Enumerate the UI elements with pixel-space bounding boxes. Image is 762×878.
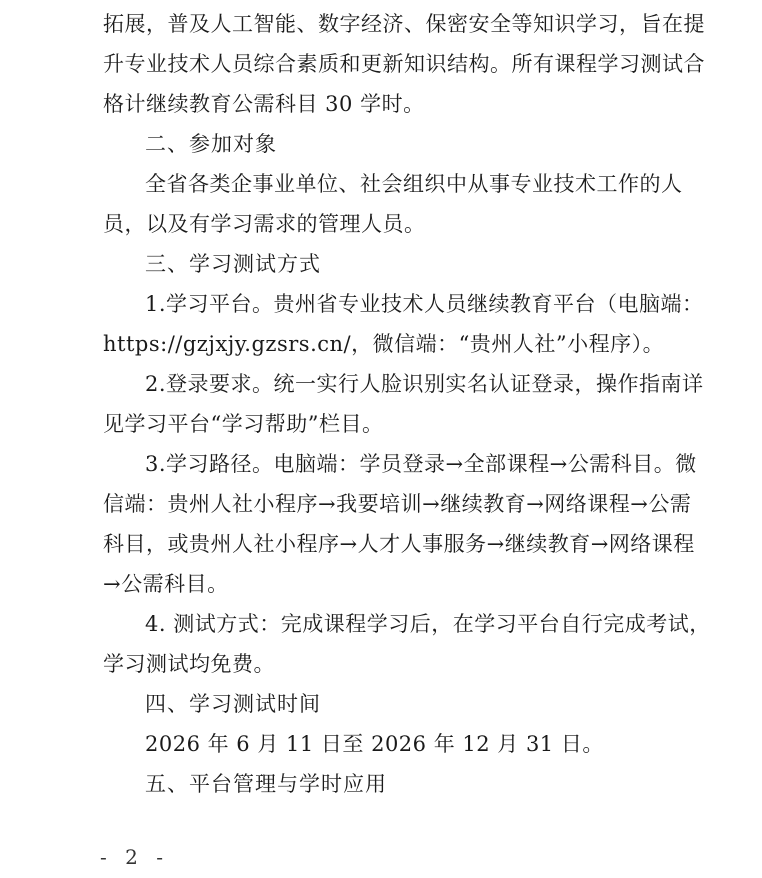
list-item-platform: 1.学习平台。贵州省专业技术人员继续教育平台（电脑端： xyxy=(145,292,704,316)
section-heading-time: 四、学习测试时间 xyxy=(145,692,321,716)
list-item-path: 3.学习路径。电脑端：学员登录→全部课程→公需科目。微 xyxy=(145,452,697,476)
list-item-test: 4. 测试方式：完成课程学习后，在学习平台自行完成考试， xyxy=(145,612,711,636)
list-item-test-cont: 学习测试均免费。 xyxy=(103,652,275,676)
section-heading-method: 三、学习测试方式 xyxy=(145,252,321,276)
paragraph-line: 拓展，普及人工智能、数字经济、保密安全等知识学习，旨在提 xyxy=(103,12,705,36)
paragraph-line: 全省各类企事业单位、社会组织中从事专业技术工作的人 xyxy=(145,172,683,196)
list-item-platform-cont: https://gzjxjy.gzsrs.cn/，微信端：“贵州人社”小程序）。 xyxy=(103,332,665,356)
paragraph-line: 升专业技术人员综合素质和更新知识结构。所有课程学习测试合 xyxy=(103,52,705,76)
list-item-path-cont: →公需科目。 xyxy=(103,572,229,596)
list-item-path-cont: 信端：贵州人社小程序→我要培训→继续教育→网络课程→公需 xyxy=(103,492,692,516)
list-item-path-cont: 科目，或贵州人社小程序→人才人事服务→继续教育→网络课程 xyxy=(103,532,695,556)
paragraph-line-dates: 2026 年 6 月 11 日至 2026 年 12 月 31 日。 xyxy=(145,732,604,756)
section-heading-participants: 二、参加对象 xyxy=(145,132,277,156)
list-item-login: 2.登录要求。统一实行人脸识别实名认证登录，操作指南详 xyxy=(145,372,704,396)
section-heading-platform-management: 五、平台管理与学时应用 xyxy=(145,772,387,796)
page-number: - 2 - xyxy=(100,845,169,869)
paragraph-line: 员，以及有学习需求的管理人员。 xyxy=(103,212,426,236)
paragraph-line: 格计继续教育公需科目 30 学时。 xyxy=(103,92,425,116)
list-item-login-cont: 见学习平台“学习帮助”栏目。 xyxy=(103,412,384,436)
